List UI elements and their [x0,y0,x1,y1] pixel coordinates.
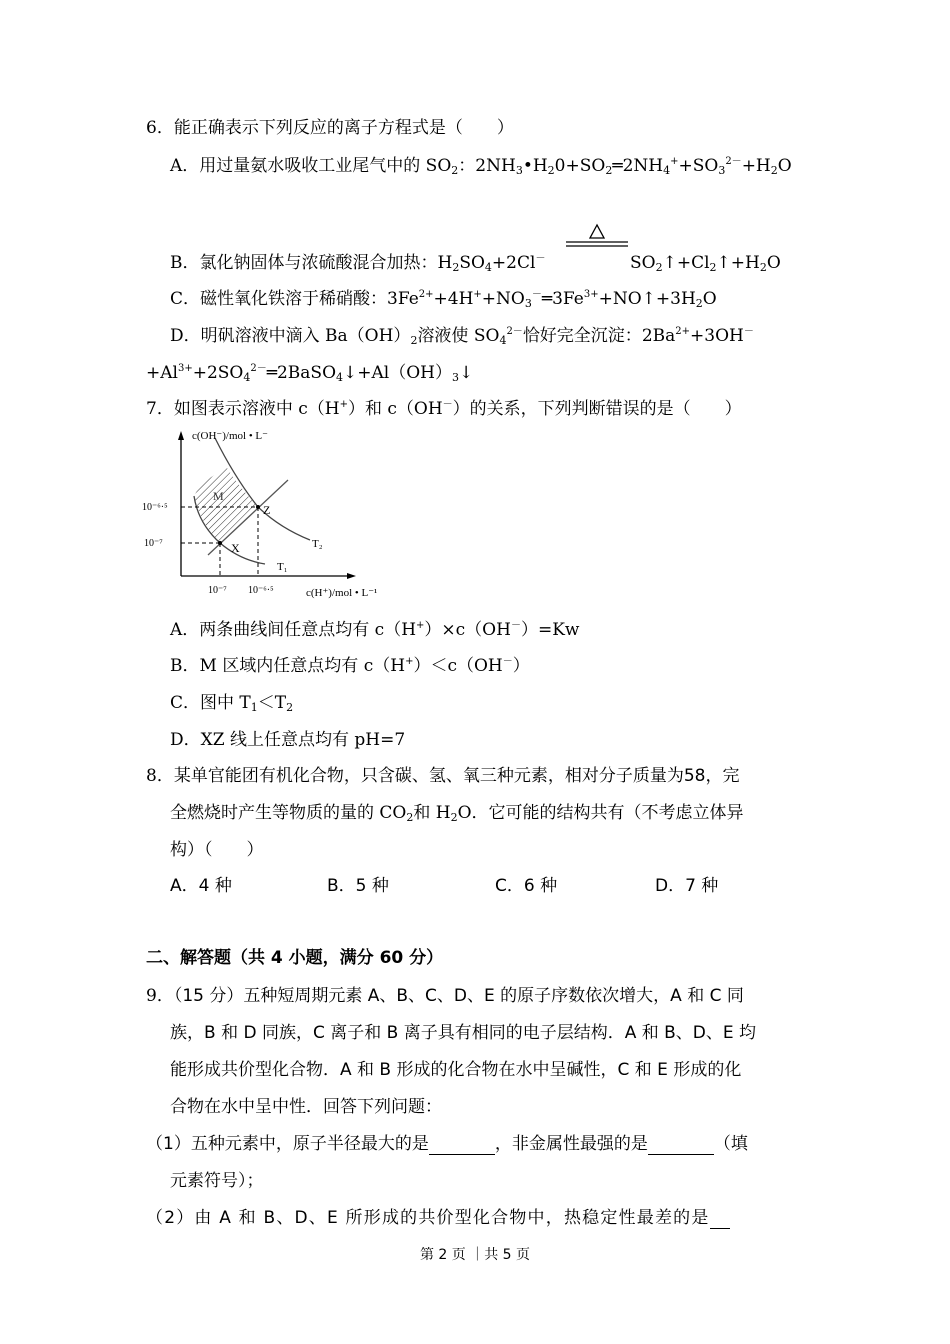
q8-option-c: C．6 种 [495,876,558,896]
x-tick-6-5: 10⁻⁶·⁵ [248,585,274,596]
q7-option-a: A．两条曲线间任意点均有 c（H+）×c（OH－）=Kw [170,620,580,640]
q6-option-a: A．用过量氨水吸收工业尾气中的 $SO_2$：$2NH_3•H_20+SO_2═2NH_4^++SO_3^{2-}+H_2O$ [170,156,792,177]
q9-line3: 能形成共价型化合物．A 和 B 形成的化合物在水中呈碱性，C 和 E 形成的化 [170,1060,742,1080]
heating-condition-sign [566,222,628,252]
answer-blank-least-stable[interactable] [710,1210,730,1229]
option-label: B． [170,656,200,676]
q7-stem: 7．如图表示溶液中 c（H+）和 c（OH－）的关系，下列判断错误的是（ ） [146,399,742,419]
q6-b-text: 氯化钠固体与浓硫酸混合加热： [199,253,438,273]
q8-option-d: D．7 种 [655,876,719,896]
q9-line1: 9．（15 分）五种短周期元素 A、B、C、D、E 的原子序数依次增大，A 和 C 同 [146,986,744,1006]
q6-option-c: C．磁性氧化铁溶于稀硝酸：$3Fe^{2+}+4H^++NO_3^-═3Fe^{3+}+NO↑+3H_2O$ [170,289,717,310]
section-2-title: 二、解答题（共 4 小题，满分 60 分） [146,948,444,968]
q6-stem [146,117,514,139]
q7-number: 7． [146,399,174,419]
kw-temperature-diagram [140,428,380,604]
q6-option-d-line2: $+Al^{3+}+2SO_4^{2-}═2BaSO_4↓+Al(OH)_3↓$ [146,363,474,384]
q8-stem-line2: 全燃烧时产生等物质的量的 $CO_2$和 $H_2O$．它可能的结构共有（不考虑立体异 [170,803,744,824]
label-m: M [213,489,224,503]
q8-option-a: A．4 种 [170,876,232,896]
q7-option-b: B．M 区域内任意点均有 c（H+）＜c（OH－） [170,656,530,676]
option-label: C． [170,289,201,309]
option-label: A． [170,620,200,640]
label-x: X [231,541,240,555]
q6-option-b: B．氯化钠固体与浓硫酸混合加热：$H_2SO_4+2Cl^-$ [170,253,546,274]
label-t2: T₂ [312,538,323,550]
option-label: D． [170,730,201,750]
region-m [194,468,258,543]
q8-stem-line1: 8．某单官能团有机化合物，只含碳、氢、氧三种元素，相对分子质量为58，完 [146,766,740,786]
q6-d-text: 明矾溶液中滴入 [200,326,320,346]
x-axis-label: c(H⁺)/mol • L⁻¹ [306,587,378,599]
page-footer: 第 2 页 ｜共 5 页 [419,1247,531,1263]
q9-sub1-line2: 元素符号）； [170,1171,264,1191]
x-tick-7: 10⁻⁷ [208,585,227,596]
q6-option-d: D．明矾溶液中滴入 $Ba(OH)_2$溶液使 $SO_4^{2-}$恰好完全沉淀：$2Ba^{2+}+3OH^-$ [170,326,754,347]
q6-option-b-products: $SO_2↑+Cl_2↑+H_2O$ [630,253,781,274]
q7-option-d: D．XZ 线上任意点均有 pH=7 [170,730,406,750]
answer-blank-largest-radius[interactable] [429,1136,495,1155]
q9-sub1: （1）五种元素中，原子半径最大的是 ，非金属性最强的是 （填 [146,1134,748,1154]
option-label: C． [170,693,201,713]
q6-a-text: 用过量氨水吸收工业尾气中的 [199,156,421,176]
option-label: D． [170,326,201,346]
q9-line4: 合物在水中呈中性．回答下列问题： [170,1097,442,1117]
y-tick-6-5: 10⁻⁶·⁵ [142,502,168,513]
label-t1: T₁ [277,561,288,573]
q7-option-c: C．图中 $T_1<T_2$ [170,693,294,714]
q8-stem-line3: 构）（ ） [170,840,264,860]
q6-c-text: 磁性氧化铁溶于稀硝酸： [200,289,388,309]
q9-line2: 族，B 和 D 同族，C 离子和 B 离子具有相同的电子层结构．A 和 B、D、E 均 [170,1023,757,1043]
option-label: B． [170,253,200,273]
q9-number: 9． [146,986,174,1006]
answer-blank-strongest-nonmetal[interactable] [648,1136,714,1155]
y-axis-label: c(OH⁻)/mol • L⁻ [192,430,268,442]
q6-stem-text: 能正确表示下列反应的离子方程式是（ ） [173,118,514,138]
q8-number: 8． [146,766,174,786]
option-label: A． [170,156,200,176]
y-tick-7: 10⁻⁷ [144,538,163,549]
label-z: Z [263,503,271,517]
q9-sub2: （2）由 A 和 B、D、E 所形成的共价型化合物中，热稳定性最差的是 [146,1207,730,1229]
q6-number: 6． [146,118,174,138]
q8-option-b: B．5 种 [327,876,389,896]
